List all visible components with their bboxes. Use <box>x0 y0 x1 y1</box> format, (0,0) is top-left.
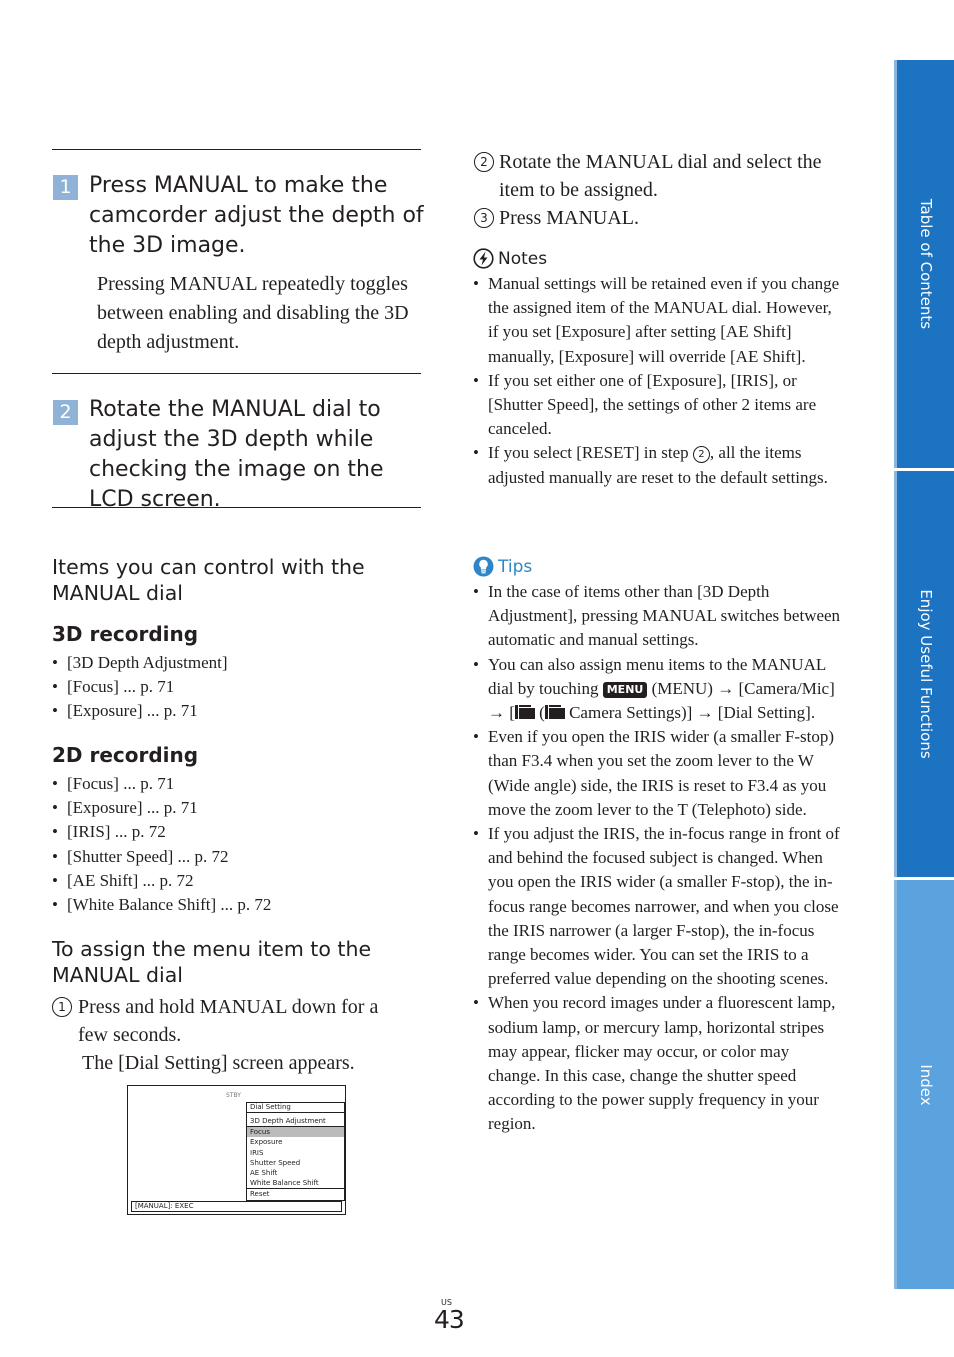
tip-text: You can also assign menu items to the MANUAL dial by touching <box>488 654 826 698</box>
recording-2d-list <box>52 772 412 917</box>
menu-item[interactable]: AE Shift <box>250 1168 278 1177</box>
list-item: • [Exposure] ... p. 71 <box>52 796 412 820</box>
assign-step-1 <box>52 993 412 1046</box>
notes-heading <box>473 248 547 270</box>
tips-heading <box>473 556 532 578</box>
section-heading: To assign the menu item to the MANUAL dial <box>52 937 372 987</box>
tip-item: • In the case of items other than [3D Depth Adjustment], pressing MANUAL switches between automatic and manual settings. <box>473 580 845 653</box>
tip-item: • If you adjust the IRIS, the in-focus range in front of and behind the focused subject is changed. When you open the IRIS wider (a smaller F-stop), the in-focus range becomes narrower, and when you close the IRIS narrower (a larger F-stop), the in-focus range becomes wider. You can set the IRIS to a preferred value depending on the shooting scenes. <box>473 822 845 991</box>
tips-list <box>473 580 845 1137</box>
tab-label: Table of Contents <box>916 198 935 330</box>
divider <box>52 373 421 374</box>
list-item: • [Exposure] ... p. 71 <box>52 699 412 723</box>
step-number-badge: 1 <box>53 175 78 200</box>
camera-icon <box>515 705 535 719</box>
tab-enjoy-useful-functions[interactable] <box>894 471 954 877</box>
menu-item[interactable]: Shutter Speed <box>250 1158 301 1167</box>
tip-text: (MENU) → [Camera/Mic] → [ <box>488 678 835 723</box>
assign-step-3 <box>474 204 854 232</box>
menu-item-reset[interactable]: Reset <box>247 1188 344 1199</box>
subsection-heading: 2D recording <box>52 743 199 767</box>
tip-item <box>473 653 845 726</box>
menu-item[interactable]: White Balance Shift <box>250 1179 319 1188</box>
menu-item[interactable]: 3D Depth Adjustment <box>247 1116 344 1127</box>
note-item: • Manual settings will be retained even if you change the assigned item of the MANUAL dial. However, if you set [Exposure] after setting [AE Shift] manually, [Exposure] will override [AE Shift]. <box>473 272 843 369</box>
lightbulb-icon <box>473 556 494 577</box>
menu-item-selected[interactable]: Focus <box>247 1127 344 1137</box>
tip-text: ( <box>534 703 545 723</box>
step-title: Press MANUAL to make the camcorder adjust the depth of the 3D image. <box>89 173 424 258</box>
menu-item[interactable]: Exposure <box>250 1138 283 1147</box>
camera-icon <box>545 705 565 719</box>
note-text: , all the items adjusted manually are reset to the default settings. <box>488 443 828 487</box>
note-text: If you select [RESET] in step <box>488 443 693 463</box>
notes-icon <box>473 248 494 269</box>
tab-label: Enjoy Useful Functions <box>916 589 935 759</box>
circled-number: 1 <box>52 997 72 1017</box>
status-indicator: STBY <box>226 1092 241 1099</box>
list-item: • [3D Depth Adjustment] <box>52 651 412 675</box>
list-item: • [AE Shift] ... p. 72 <box>52 869 412 893</box>
assign-step-2 <box>474 148 854 201</box>
tip-item: • When you record images under a fluorescent lamp, sodium lamp, or mercury lamp, horizontal stripes may appear, flicker may occur, or color may change. In this case, change the shutter speed according to the power supply frequency in your region. <box>473 991 845 1136</box>
list-item: • [Shutter Speed] ... p. 72 <box>52 845 412 869</box>
tip-item: • Even if you open the IRIS wider (a smaller F-stop) than F3.4 when you set the zoom lever to the W (Wide angle) side, the IRIS is reset to F3.4 as you move the zoom lever to the T (Telephoto) side. <box>473 725 845 822</box>
exec-hint: [MANUAL]: EXEC <box>131 1201 342 1212</box>
list-item: • [Focus] ... p. 71 <box>52 772 412 796</box>
page-region: US <box>441 1298 452 1307</box>
menu-title: Dial Setting <box>247 1103 344 1113</box>
tab-label: Index <box>916 1063 935 1106</box>
step-result: The [Dial Setting] screen appears. <box>82 1052 355 1074</box>
circled-number: 3 <box>474 208 494 228</box>
note-item: • If you set either one of [Exposure], [IRIS], or [Shutter Speed], the settings of other 2 items are canceled. <box>473 369 843 442</box>
divider <box>52 149 421 150</box>
menu-item[interactable]: IRIS <box>250 1148 264 1157</box>
notes-label: Notes <box>498 249 548 269</box>
tips-label: Tips <box>498 557 533 577</box>
dial-setting-screen <box>127 1085 346 1215</box>
step-title: Rotate the MANUAL dial to adjust the 3D depth while checking the image on the LCD screen. <box>89 397 384 512</box>
list-item: • [Focus] ... p. 71 <box>52 675 412 699</box>
page-number: 43 <box>434 1305 464 1334</box>
list-item: • [White Balance Shift] ... p. 72 <box>52 893 412 917</box>
section-heading: Items you can control with the MANUAL dial <box>52 555 365 605</box>
notes-list <box>473 272 843 490</box>
step-description: Pressing MANUAL repeatedly toggles between enabling and disabling the 3D depth adjustment. <box>97 273 409 353</box>
circled-number: 2 <box>474 152 494 172</box>
list-item: • [IRIS] ... p. 72 <box>52 820 412 844</box>
subsection-heading: 3D recording <box>52 622 199 646</box>
tab-table-of-contents[interactable] <box>894 60 954 468</box>
tab-index[interactable] <box>894 880 954 1289</box>
step-text: Press MANUAL. <box>499 207 639 229</box>
step-text: Rotate the MANUAL dial and select the item to be assigned. <box>499 151 822 201</box>
note-item <box>473 441 843 489</box>
menu-button-icon: MENU <box>603 682 648 698</box>
recording-3d-list <box>52 651 412 724</box>
tip-text: Camera Settings)] → [Dial Setting]. <box>564 703 816 723</box>
divider <box>52 507 421 508</box>
dial-setting-menu <box>246 1102 345 1201</box>
circled-number: 2 <box>693 446 710 463</box>
step-text: Press and hold MANUAL down for a few seconds. <box>78 996 379 1046</box>
step-number-badge: 2 <box>53 400 78 425</box>
